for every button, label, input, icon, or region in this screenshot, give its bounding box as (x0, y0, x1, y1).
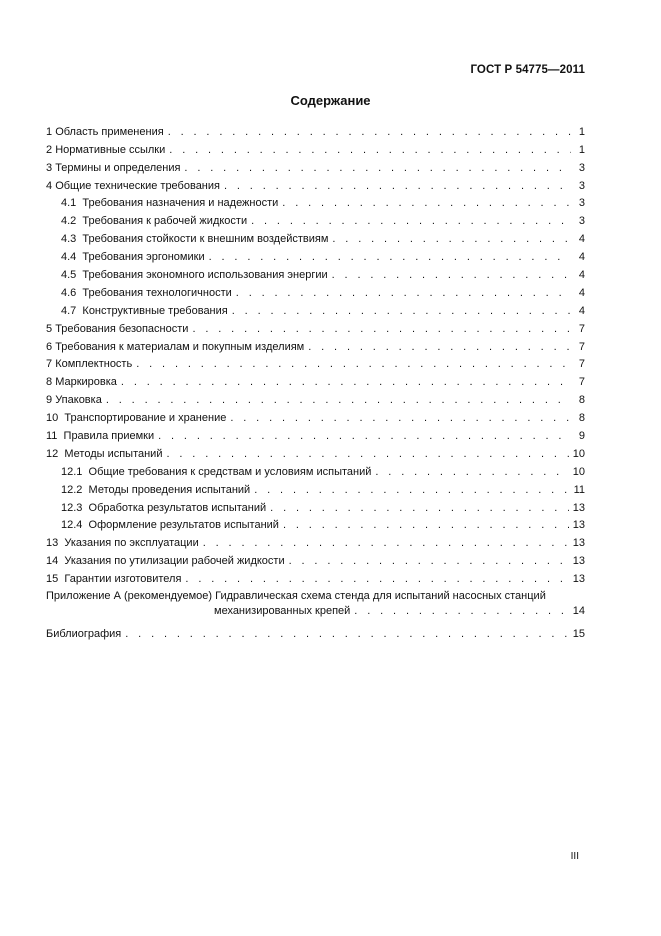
toc-page-number: 3 (578, 161, 585, 174)
dot-leader (184, 162, 571, 175)
toc-entry[interactable] (46, 139, 585, 157)
dot-leader (169, 144, 571, 157)
toc-entry-number: 7 (46, 358, 56, 371)
toc-entry-label: Библиография (46, 628, 122, 641)
toc-entry-number: 4 (46, 179, 56, 192)
toc-page-number: 15 (572, 628, 585, 641)
toc-entry-number: 3 (46, 161, 56, 174)
toc-page-number: 7 (578, 340, 585, 353)
toc-entry-label: Обработка результатов испытаний (88, 501, 267, 514)
dot-leader (230, 412, 571, 425)
toc-entry-number: 4.7 (61, 304, 83, 317)
appendix-title: Приложение А (рекомендуемое) Гидравлическая схема стенда для испытаний насосных станций (46, 590, 546, 603)
toc-entry[interactable] (46, 515, 585, 533)
dot-leader (254, 484, 569, 497)
toc-entry[interactable] (46, 354, 585, 372)
toc-entry[interactable] (46, 479, 585, 497)
toc-entry-number: 12.3 (61, 501, 89, 514)
toc-entry-label: Маркировка (55, 376, 117, 389)
toc-page-number: 14 (572, 605, 585, 618)
toc-entry[interactable] (46, 497, 585, 515)
toc-entry[interactable] (46, 246, 585, 264)
toc-entry-label: Правила приемки (63, 430, 155, 443)
dot-leader (158, 430, 571, 443)
toc-entry[interactable] (46, 318, 585, 336)
toc-entry-label: Требования стойкости к внешним воздействиям (82, 233, 329, 246)
toc-entry-number: 4.3 (61, 233, 83, 246)
toc-entry-number: 12.4 (61, 519, 89, 532)
toc-page-number: 4 (578, 233, 585, 246)
dot-leader (168, 126, 571, 139)
toc-entry[interactable] (46, 461, 585, 479)
toc-entry[interactable] (46, 425, 585, 443)
dot-leader (332, 269, 571, 282)
toc-entry[interactable] (46, 336, 585, 354)
toc-title: Содержание (290, 93, 371, 108)
dot-leader (283, 519, 569, 532)
toc-entry-number: 12.1 (61, 465, 89, 478)
toc-page-number: 7 (578, 358, 585, 371)
toc-entry-number: 5 (46, 322, 56, 335)
toc-entry-label: Требования к материалам и покупным изделиям (55, 340, 305, 353)
toc-page-number: 8 (578, 412, 585, 425)
dot-leader (232, 305, 571, 318)
toc-entry-label: Требования эргономики (82, 251, 205, 264)
toc-entry-number: 9 (46, 394, 56, 407)
toc-entry-number: 15 (46, 573, 65, 586)
toc-entry[interactable] (46, 175, 585, 193)
toc-entry-label: Область применения (55, 125, 164, 138)
toc-entry-label: Конструктивные требования (82, 304, 228, 317)
toc-entry-label: Требования безопасности (55, 322, 189, 335)
toc-entry-number: 10 (46, 412, 65, 425)
dot-leader (203, 537, 569, 550)
dot-leader (185, 573, 568, 586)
toc-entry-label: Транспортирование и хранение (64, 412, 227, 425)
toc-entry-label: Указания по эксплуатации (64, 537, 199, 550)
toc-page-number: 4 (578, 251, 585, 264)
toc-entry-number: 4.6 (61, 286, 83, 299)
toc-entry-number: 4.5 (61, 269, 83, 282)
toc-page-number: 7 (578, 376, 585, 389)
toc-page-number: 8 (578, 394, 585, 407)
toc-entry[interactable] (46, 300, 585, 318)
dot-leader (289, 555, 569, 568)
toc-entry[interactable] (46, 228, 585, 246)
toc-page-number: 3 (578, 179, 585, 192)
dot-leader (125, 628, 569, 641)
dot-leader (192, 323, 571, 336)
toc-entry-number: 6 (46, 340, 56, 353)
appendix-title-continued: механизированных крепей (214, 605, 351, 618)
toc-entry[interactable] (46, 568, 585, 586)
toc-entry-label: Оформление результатов испытаний (88, 519, 279, 532)
toc-entry-label: Упаковка (55, 394, 102, 407)
toc-entry[interactable] (46, 264, 585, 282)
toc-entry-number: 14 (46, 555, 65, 568)
toc-entry-label: Указания по утилизации рабочей жидкости (64, 555, 285, 568)
dot-leader (282, 197, 571, 210)
toc-entry-label: Методы проведения испытаний (88, 483, 251, 496)
toc-entry[interactable] (46, 157, 585, 175)
toc-entry-number: 12.2 (61, 483, 89, 496)
toc-entry-label: Требования экономного использования энергии (82, 269, 328, 282)
dot-leader (106, 394, 571, 407)
toc-page-number: 3 (578, 197, 585, 210)
toc-page-number: 13 (572, 519, 585, 532)
toc-entry[interactable] (46, 532, 585, 550)
dot-leader (209, 251, 571, 264)
toc-page-number: 7 (578, 322, 585, 335)
toc-entry[interactable] (46, 389, 585, 407)
toc-entry[interactable] (46, 443, 585, 461)
toc-entry[interactable] (46, 121, 585, 139)
toc-entry-number: 2 (46, 143, 56, 156)
toc-entry-label: Методы испытаний (64, 447, 163, 460)
toc-entry[interactable] (46, 210, 585, 228)
toc-entry-number: 4.1 (61, 197, 83, 210)
toc-entry-label: Термины и определения (55, 161, 181, 174)
dot-leader (236, 287, 571, 300)
toc-page-number: 1 (578, 143, 585, 156)
toc-page-number: 13 (572, 573, 585, 586)
toc-page-number: 11 (573, 483, 585, 496)
toc-page-number: 3 (578, 215, 585, 228)
toc-entry-label: Общие технические требования (55, 179, 220, 192)
table-of-contents (46, 121, 585, 641)
toc-entry-label: Требования к рабочей жидкости (82, 215, 248, 228)
toc-entry-label: Требования технологичности (82, 286, 232, 299)
dot-leader (136, 358, 571, 371)
toc-entry-number: 4.4 (61, 251, 83, 264)
toc-entry-label: Гарантии изготовителя (64, 573, 182, 586)
toc-entry[interactable] (46, 282, 585, 300)
toc-entry-number: 1 (46, 125, 56, 138)
dot-leader (354, 604, 568, 618)
dot-leader (251, 215, 571, 228)
toc-entry-number: 12 (46, 447, 65, 460)
page-number: III (570, 851, 579, 862)
toc-entry-number: 11 (46, 430, 64, 443)
dot-leader (166, 448, 568, 461)
toc-page-number: 13 (572, 537, 585, 550)
toc-page-number: 9 (578, 430, 585, 443)
toc-entry-label: Комплектность (55, 358, 133, 371)
toc-entry-appendix-a[interactable] (46, 589, 585, 623)
dot-leader (375, 466, 568, 479)
toc-page-number: 13 (572, 501, 585, 514)
toc-page-number: 4 (578, 304, 585, 317)
toc-entry-label: Требования назначения и надежности (82, 197, 279, 210)
dot-leader (332, 233, 571, 246)
dot-leader (308, 341, 571, 354)
toc-page-number: 10 (572, 447, 585, 460)
toc-page-number: 13 (572, 555, 585, 568)
toc-entry-number: 8 (46, 376, 56, 389)
dot-leader (121, 376, 571, 389)
toc-page-number: 4 (578, 269, 585, 282)
toc-entry[interactable] (46, 407, 585, 425)
toc-entry[interactable] (46, 550, 585, 568)
dot-leader (270, 502, 569, 515)
toc-page-number: 4 (578, 286, 585, 299)
toc-entry-number: 13 (46, 537, 65, 550)
toc-entry[interactable] (46, 371, 585, 389)
document-code: ГОСТ Р 54775—2011 (470, 64, 585, 76)
dot-leader (224, 180, 571, 193)
toc-entry-bibliography[interactable] (46, 623, 585, 641)
toc-entry-number: 4.2 (61, 215, 83, 228)
toc-page-number: 10 (572, 465, 585, 478)
toc-entry[interactable] (46, 193, 585, 211)
toc-entry-label: Общие требования к средствам и условиям испытаний (88, 465, 372, 478)
toc-page-number: 1 (578, 125, 585, 138)
toc-entry-label: Нормативные ссылки (55, 143, 166, 156)
